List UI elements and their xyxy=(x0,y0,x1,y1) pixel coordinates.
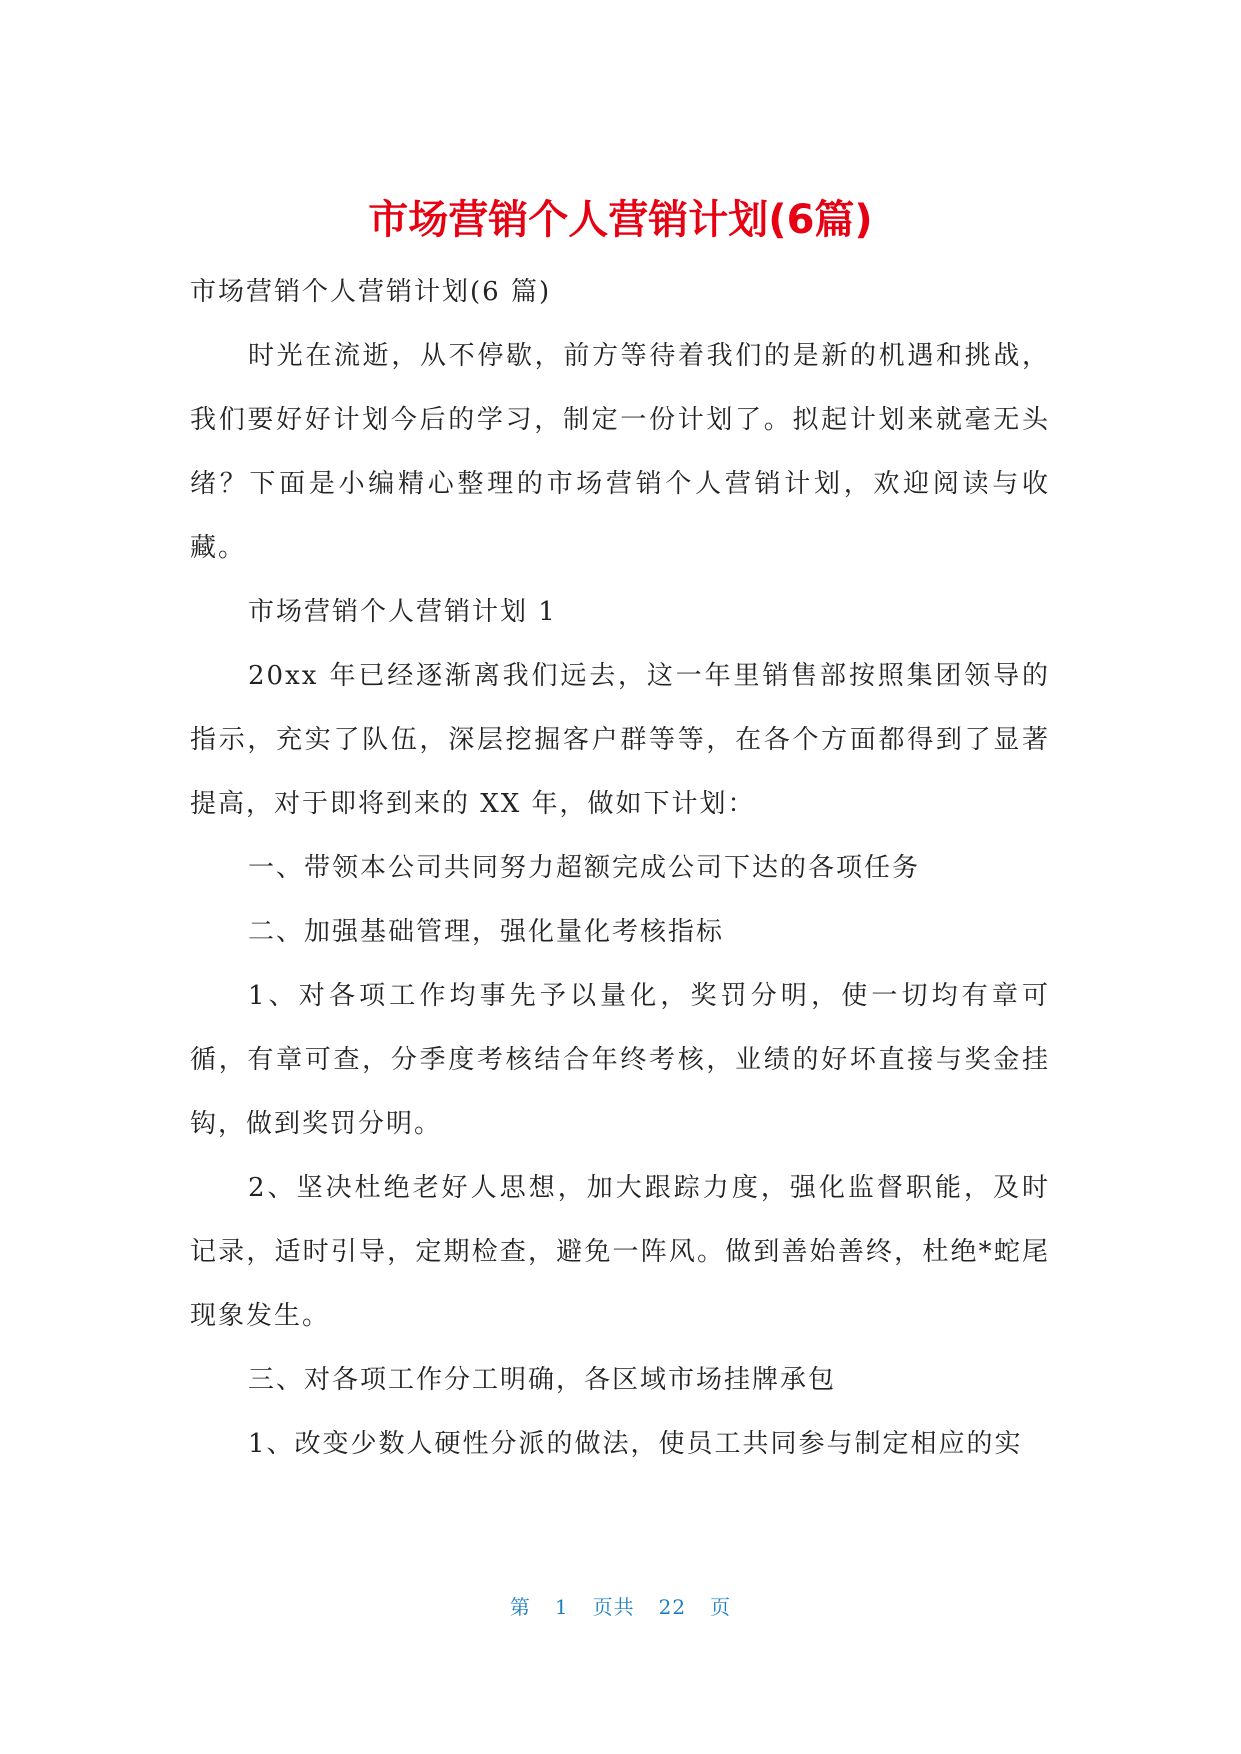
page-footer xyxy=(0,1593,1241,1621)
body-paragraph: 20xx 年已经逐渐离我们远去，这一年里销售部按照集团领导的指示，充实了队伍，深层挖掘客户群等等，在各个方面都得到了显著提高，对于即将到来的 XX 年，做如下计划： xyxy=(190,661,1050,819)
body-paragraph: 时光在流逝，从不停歇，前方等待着我们的是新的机遇和挑战，我们要好好计划今后的学习，制定一份计划了。拟起计划来就毫无头绪？下面是小编精心整理的市场营销个人营销计划，欢迎阅读与收藏。 xyxy=(190,341,1050,563)
body-paragraph: 2、坚决杜绝老好人思想，加大跟踪力度，强化监督职能，及时记录，适时引导，定期检查，避免一阵风。做到善始善终，杜绝*蛇尾现象发生。 xyxy=(190,1173,1050,1331)
body-paragraph: 1、改变少数人硬性分派的做法，使员工共同参与制定相应的实 xyxy=(248,1429,1023,1459)
body-paragraph: 二、加强基础管理，强化量化考核指标 xyxy=(248,917,725,947)
body-paragraph: 三、对各项工作分工明确，各区域市场挂牌承包 xyxy=(248,1365,837,1395)
page-label-prefix: 第 xyxy=(509,1595,531,1619)
body-paragraph: 一、带领本公司共同努力超额完成公司下达的各项任务 xyxy=(248,853,921,883)
page-label-suffix: 页 xyxy=(710,1595,732,1619)
body-paragraph: 市场营销个人营销计划(6 篇) xyxy=(190,277,552,307)
page-label-mid: 页共 xyxy=(592,1595,635,1619)
section-heading: 市场营销个人营销计划 1 xyxy=(248,597,557,627)
document-title: 市场营销个人营销计划(6篇) xyxy=(368,197,873,243)
current-page-number: 1 xyxy=(554,1595,569,1619)
body-paragraph: 1、对各项工作均事先予以量化，奖罚分明，使一切均有章可循，有章可查，分季度考核结合年终考核，业绩的好坏直接与奖金挂钩，做到奖罚分明。 xyxy=(190,981,1050,1139)
total-pages-number: 22 xyxy=(658,1595,687,1619)
document-body xyxy=(190,260,1050,1476)
